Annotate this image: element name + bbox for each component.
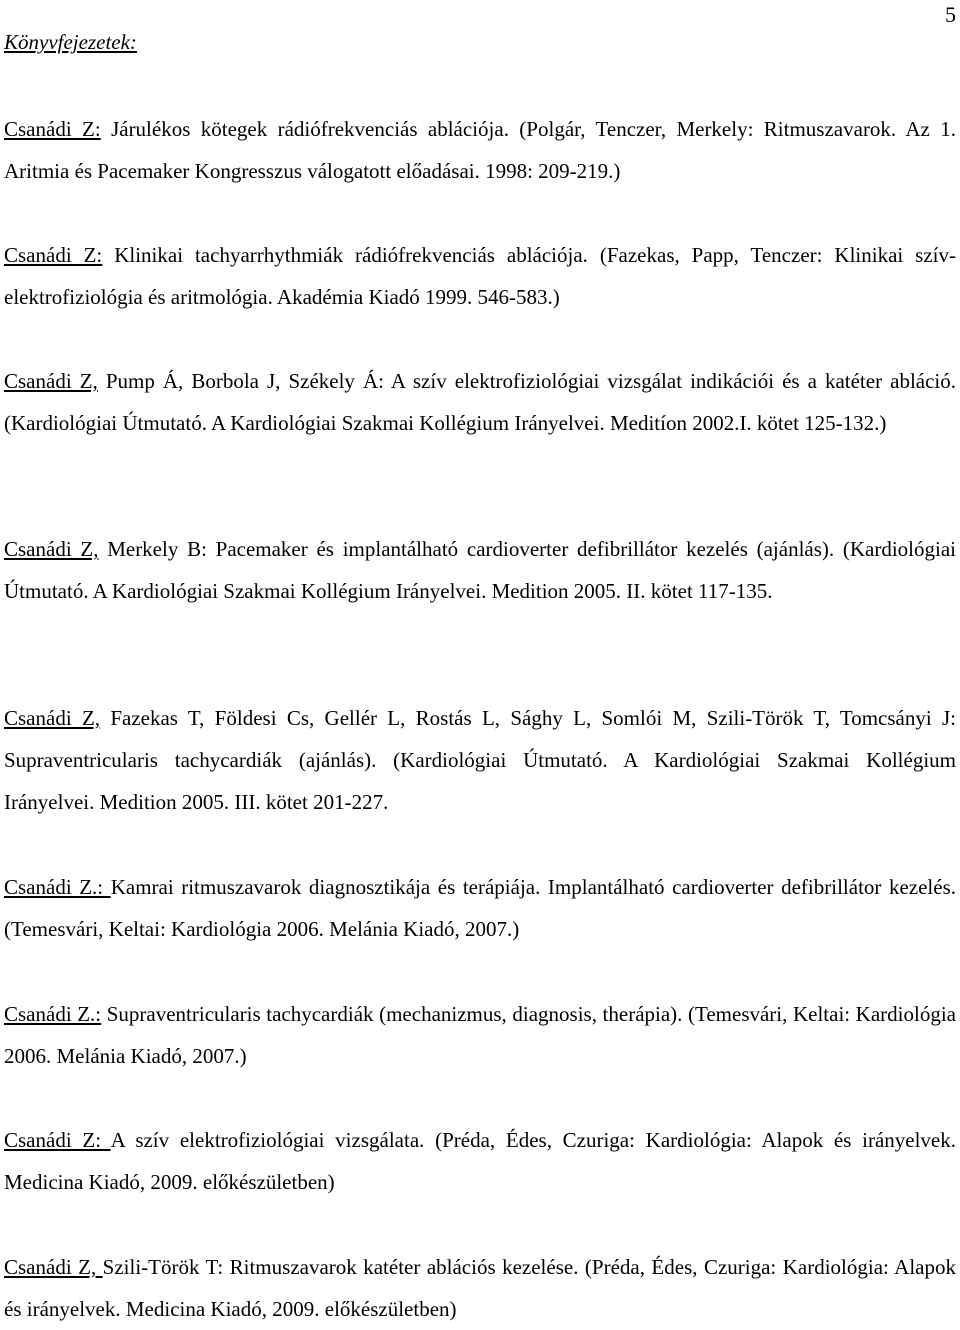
- entry-author: Csanádi Z,: [4, 706, 101, 730]
- entry-text: Járulékos kötegek rádiófrekvenciás ablációja. (Polgár, Tenczer, Merkely: Ritmuszavarok. Az 1. Aritmia és Pacemaker Kongresszus válogatott előadásai. 1998: 209-219.): [4, 117, 957, 183]
- entry-author: Csanádi Z:: [4, 1128, 111, 1152]
- entry-text: Szili-Török T: Ritmuszavarok katéter ablációs kezelése. (Préda, Édes, Czuriga: Kardiológia: Alapok és irányelvek. Medicina Kiadó, 2009. előkészületben): [4, 1255, 956, 1321]
- entry-text: Fazekas T, Földesi Cs, Gellér L, Rostás L, Sághy L, Somlói M, Szili-Török T, Tomcsányi J: Supraventricularis tachycardiák (ajánlás). (Kardiológiai Útmutató. A Kardiológiai Szakmai Kollégium Irányelvei. Medition 2005. III. kötet 201-227.: [4, 706, 956, 814]
- book-chapter-entry: [4, 360, 956, 444]
- entry-text: Supraventricularis tachycardiák (mechanizmus, diagnosis, therápia). (Temesvári, Keltai: Kardiológia 2006. Melánia Kiadó, 2007.): [4, 1002, 956, 1068]
- book-chapter-entry: [4, 108, 956, 192]
- book-chapter-entry: [4, 1119, 956, 1203]
- section-title: Könyvfejezetek:: [4, 30, 137, 54]
- entry-author: Csanádi Z,: [4, 1255, 103, 1279]
- entry-author: Csanádi Z,: [4, 369, 98, 393]
- entry-text: Klinikai tachyarrhythmiák rádiófrekvenciás ablációja. (Fazekas, Papp, Tenczer: Klinikai szív-elektrofiziológia és aritmológia. Akadémia Kiadó 1999. 546-583.): [4, 243, 956, 309]
- page-number: 5: [945, 2, 956, 27]
- entry-author: Csanádi Z.:: [4, 875, 111, 899]
- book-chapter-entry: [4, 993, 956, 1077]
- book-chapter-entry: [4, 866, 956, 950]
- entry-text: Merkely B: Pacemaker és implantálható cardioverter defibrillátor kezelés (ajánlás). (Kardiológiai Útmutató. A Kardiológiai Szakmai Kollégium Irányelvei. Medition 2005. II. kötet 117-135.: [4, 537, 956, 603]
- book-chapter-entry: [4, 234, 956, 318]
- book-chapter-entry: [4, 1246, 956, 1330]
- entry-author: Csanádi Z:: [4, 243, 103, 267]
- entry-text: A szív elektrofiziológiai vizsgálata. (Préda, Édes, Czuriga: Kardiológia: Alapok és irányelvek. Medicina Kiadó, 2009. előkészületben): [4, 1128, 956, 1194]
- entry-author: Csanádi Z:: [4, 117, 101, 141]
- book-chapter-entry: [4, 697, 956, 823]
- entry-author: Csanádi Z,: [4, 537, 99, 561]
- entry-author: Csanádi Z.:: [4, 1002, 102, 1026]
- entry-text: Kamrai ritmuszavarok diagnosztikája és terápiája. Implantálható cardioverter defibrillátor kezelés. (Temesvári, Keltai: Kardiológia 2006. Melánia Kiadó, 2007.): [4, 875, 956, 941]
- book-chapter-entry: [4, 528, 956, 612]
- entry-text: Pump Á, Borbola J, Székely Á: A szív elektrofiziológiai vizsgálat indikációi és a katéter abláció. (Kardiológiai Útmutató. A Kardiológiai Szakmai Kollégium Irányelvei. Meditíon 2002.I. kötet 125-132.): [4, 369, 957, 435]
